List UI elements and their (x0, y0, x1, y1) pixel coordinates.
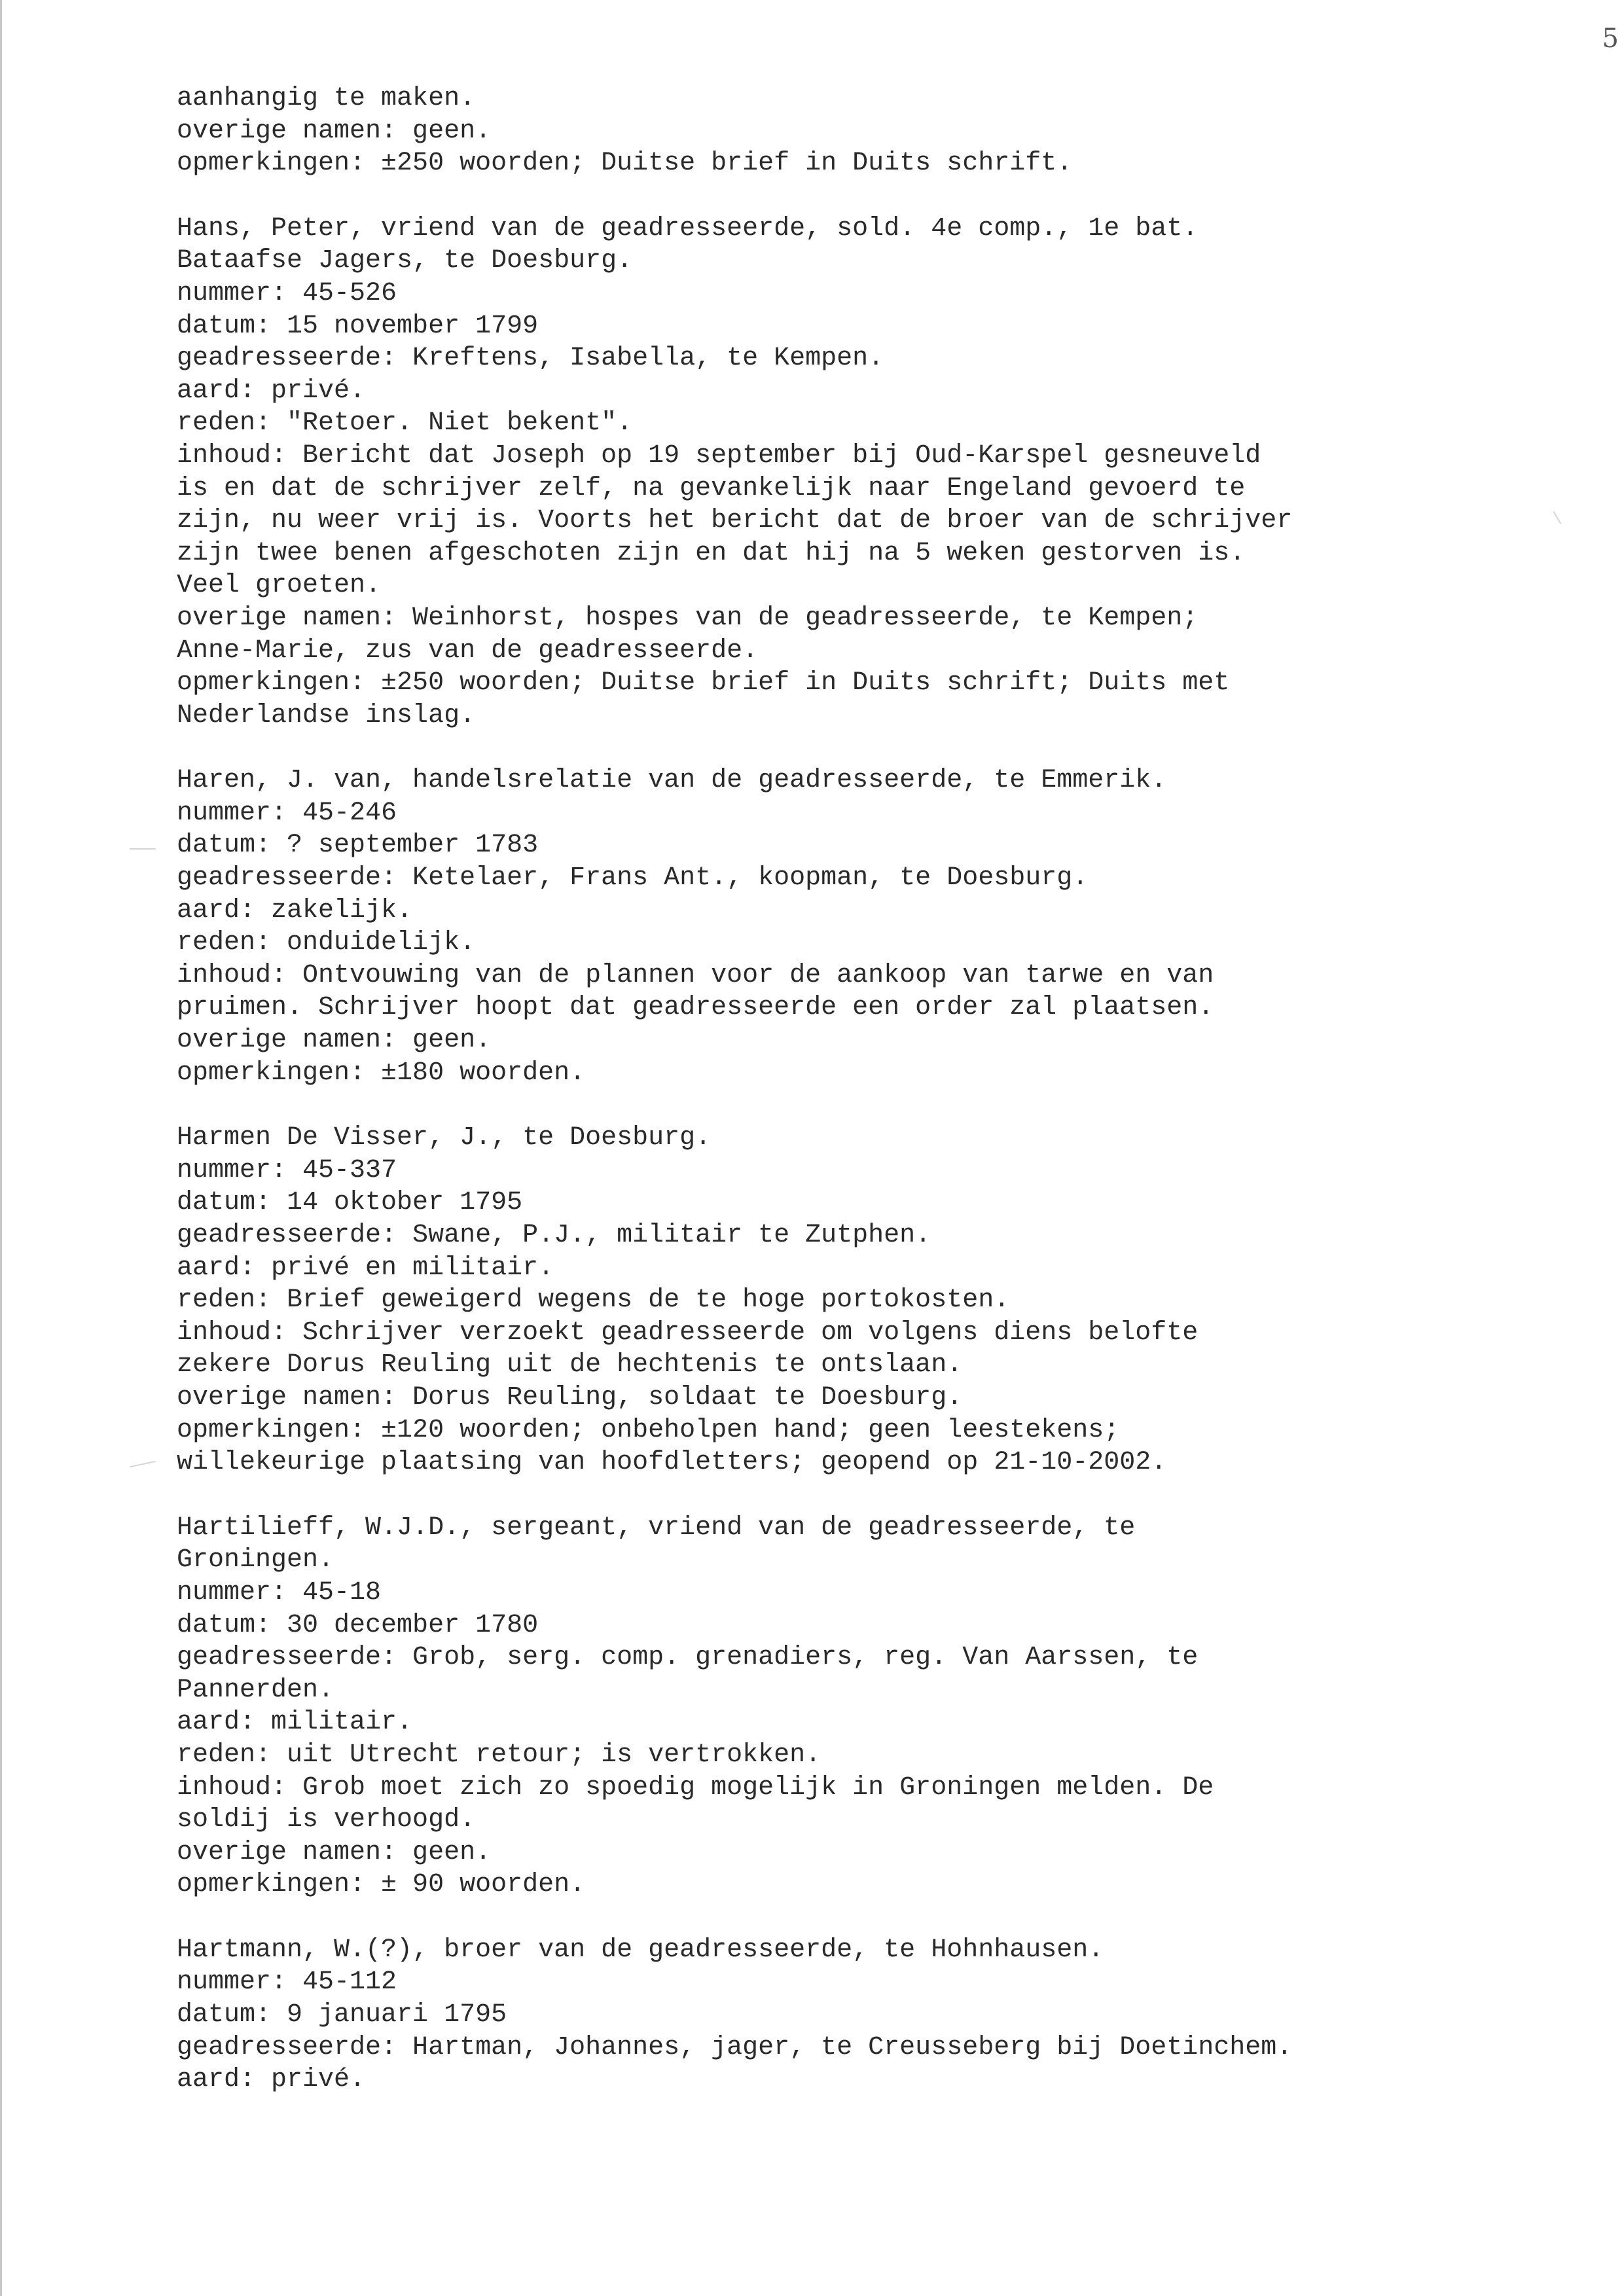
entry-line: aard: zakelijk. (177, 895, 413, 925)
entry-line: reden: onduidelijk. (177, 928, 476, 958)
entry-line: datum: 15 november 1799 (177, 311, 539, 341)
entry-line: zekere Dorus Reuling uit de hechtenis te ontslaan. (177, 1350, 963, 1380)
entry-line: aard: privé. (177, 2065, 366, 2095)
entry-line: reden: uit Utrecht retour; is vertrokken. (177, 1740, 821, 1770)
entry-heading: Hartilieff, W.J.D., sergeant, vriend van de geadresseerde, te (177, 1513, 1136, 1543)
entry-line: opmerkingen: ±250 woorden; Duitse brief in Duits schrift; Duits met (177, 668, 1230, 698)
entry-line: Bataafse Jagers, te Doesburg. (177, 246, 633, 276)
catalog-entry (177, 1512, 1564, 1901)
entry-line: nummer: 45-18 (177, 1577, 382, 1607)
entry-line: geadresseerde: Kreftens, Isabella, te Kempen. (177, 344, 884, 374)
document-body (177, 82, 1564, 2129)
entry-line: inhoud: Bericht dat Joseph op 19 september bij Oud-Karspel gesneuveld (177, 440, 1261, 471)
entry-line: opmerkingen: ±180 woorden. (177, 1058, 586, 1088)
entry-line: Pannerden. (177, 1675, 334, 1705)
entry-line: pruimen. Schrijver hoopt dat geadresseerde een order zal plaatsen. (177, 993, 1214, 1023)
entry-heading: Hans, Peter, vriend van de geadresseerde, sold. 4e comp., 1e bat. (177, 213, 1199, 243)
catalog-entry (177, 82, 1564, 180)
entry-line: Anne-Marie, zus van de geadresseerde. (177, 636, 759, 666)
entry-line: Groningen. (177, 1545, 334, 1575)
entry-line: nummer: 45-526 (177, 278, 397, 308)
entry-line: datum: 14 oktober 1795 (177, 1188, 523, 1218)
entry-line: Nederlandse inslag. (177, 700, 476, 730)
entry-line: overige namen: geen. (177, 1837, 492, 1867)
entry-line: geadresseerde: Grob, serg. comp. grenadiers, reg. Van Aarssen, te (177, 1643, 1199, 1673)
entry-line: opmerkingen: ±250 woorden; Duitse brief in Duits schrift. (177, 149, 1073, 179)
entry-line: zijn twee benen afgeschoten zijn en dat hij na 5 weken gestorven is. (177, 538, 1246, 568)
entry-line: aard: privé en militair. (177, 1253, 554, 1283)
entry-heading: Hartmann, W.(?), broer van de geadresseerde, te Hohnhausen. (177, 1935, 1104, 1965)
entry-line: geadresseerde: Swane, P.J., militair te Zutphen. (177, 1221, 931, 1250)
entry-line: reden: "Retoer. Niet bekent". (177, 408, 633, 439)
entry-heading: aanhangig te maken. (177, 84, 476, 113)
entry-line: opmerkingen: ± 90 woorden. (177, 1870, 586, 1900)
catalog-entry (177, 1122, 1564, 1479)
entry-line: inhoud: Ontvouwing van de plannen voor de aankoop van tarwe en van (177, 960, 1214, 990)
entry-line: opmerkingen: ±120 woorden; onbeholpen hand; geen leestekens; (177, 1415, 1120, 1445)
scan-edge (0, 0, 2, 2296)
entry-line: overige namen: geen. (177, 1026, 492, 1056)
entry-line: datum: 9 januari 1795 (177, 2000, 507, 2030)
entry-line: Veel groeten. (177, 571, 382, 601)
entry-line: overige namen: Weinhorst, hospes van de geadresseerde, te Kempen; (177, 603, 1199, 633)
entry-line: overige namen: Dorus Reuling, soldaat te Doesburg. (177, 1382, 963, 1412)
catalog-entry (177, 1934, 1564, 2096)
entry-line: geadresseerde: Hartman, Johannes, jager, te Creusseberg bij Doetinchem. (177, 2032, 1293, 2062)
entry-line: willekeurige plaatsing van hoofdletters; geopend op 21-10-2002. (177, 1448, 1167, 1478)
entry-line: nummer: 45-246 (177, 798, 397, 828)
entry-line: nummer: 45-337 (177, 1155, 397, 1185)
entry-line: aard: privé. (177, 376, 366, 406)
entry-line: geadresseerde: Ketelaer, Frans Ant., koopman, te Doesburg. (177, 863, 1089, 893)
entry-line: aard: militair. (177, 1708, 413, 1738)
catalog-entry (177, 764, 1564, 1089)
entry-line: inhoud: Schrijver verzoekt geadresseerde om volgens diens belofte (177, 1318, 1199, 1348)
scan-mark (130, 1461, 156, 1467)
entry-line: inhoud: Grob moet zich zo spoedig mogelijk in Groningen melden. De (177, 1772, 1214, 1803)
entry-line: datum: ? september 1783 (177, 831, 539, 861)
scan-mark (130, 848, 156, 850)
entry-line: datum: 30 december 1780 (177, 1610, 539, 1640)
entry-heading: Harmen De Visser, J., te Doesburg. (177, 1123, 712, 1153)
entry-heading: Haren, J. van, handelsrelatie van de geadresseerde, te Emmerik. (177, 766, 1167, 796)
page-number: 5 (1602, 24, 1619, 54)
entry-line: zijn, nu weer vrij is. Voorts het bericht dat de broer van de schrijver (177, 506, 1293, 536)
entry-line: soldij is verhoogd. (177, 1805, 476, 1835)
entry-line: nummer: 45-112 (177, 1967, 397, 1998)
entry-line: is en dat de schrijver zelf, na gevankelijk naar Engeland gevoerd te (177, 473, 1246, 503)
entry-line: reden: Brief geweigerd wegens de te hoge portokosten. (177, 1285, 1010, 1316)
catalog-entry (177, 213, 1564, 732)
entry-line: overige namen: geen. (177, 116, 492, 146)
